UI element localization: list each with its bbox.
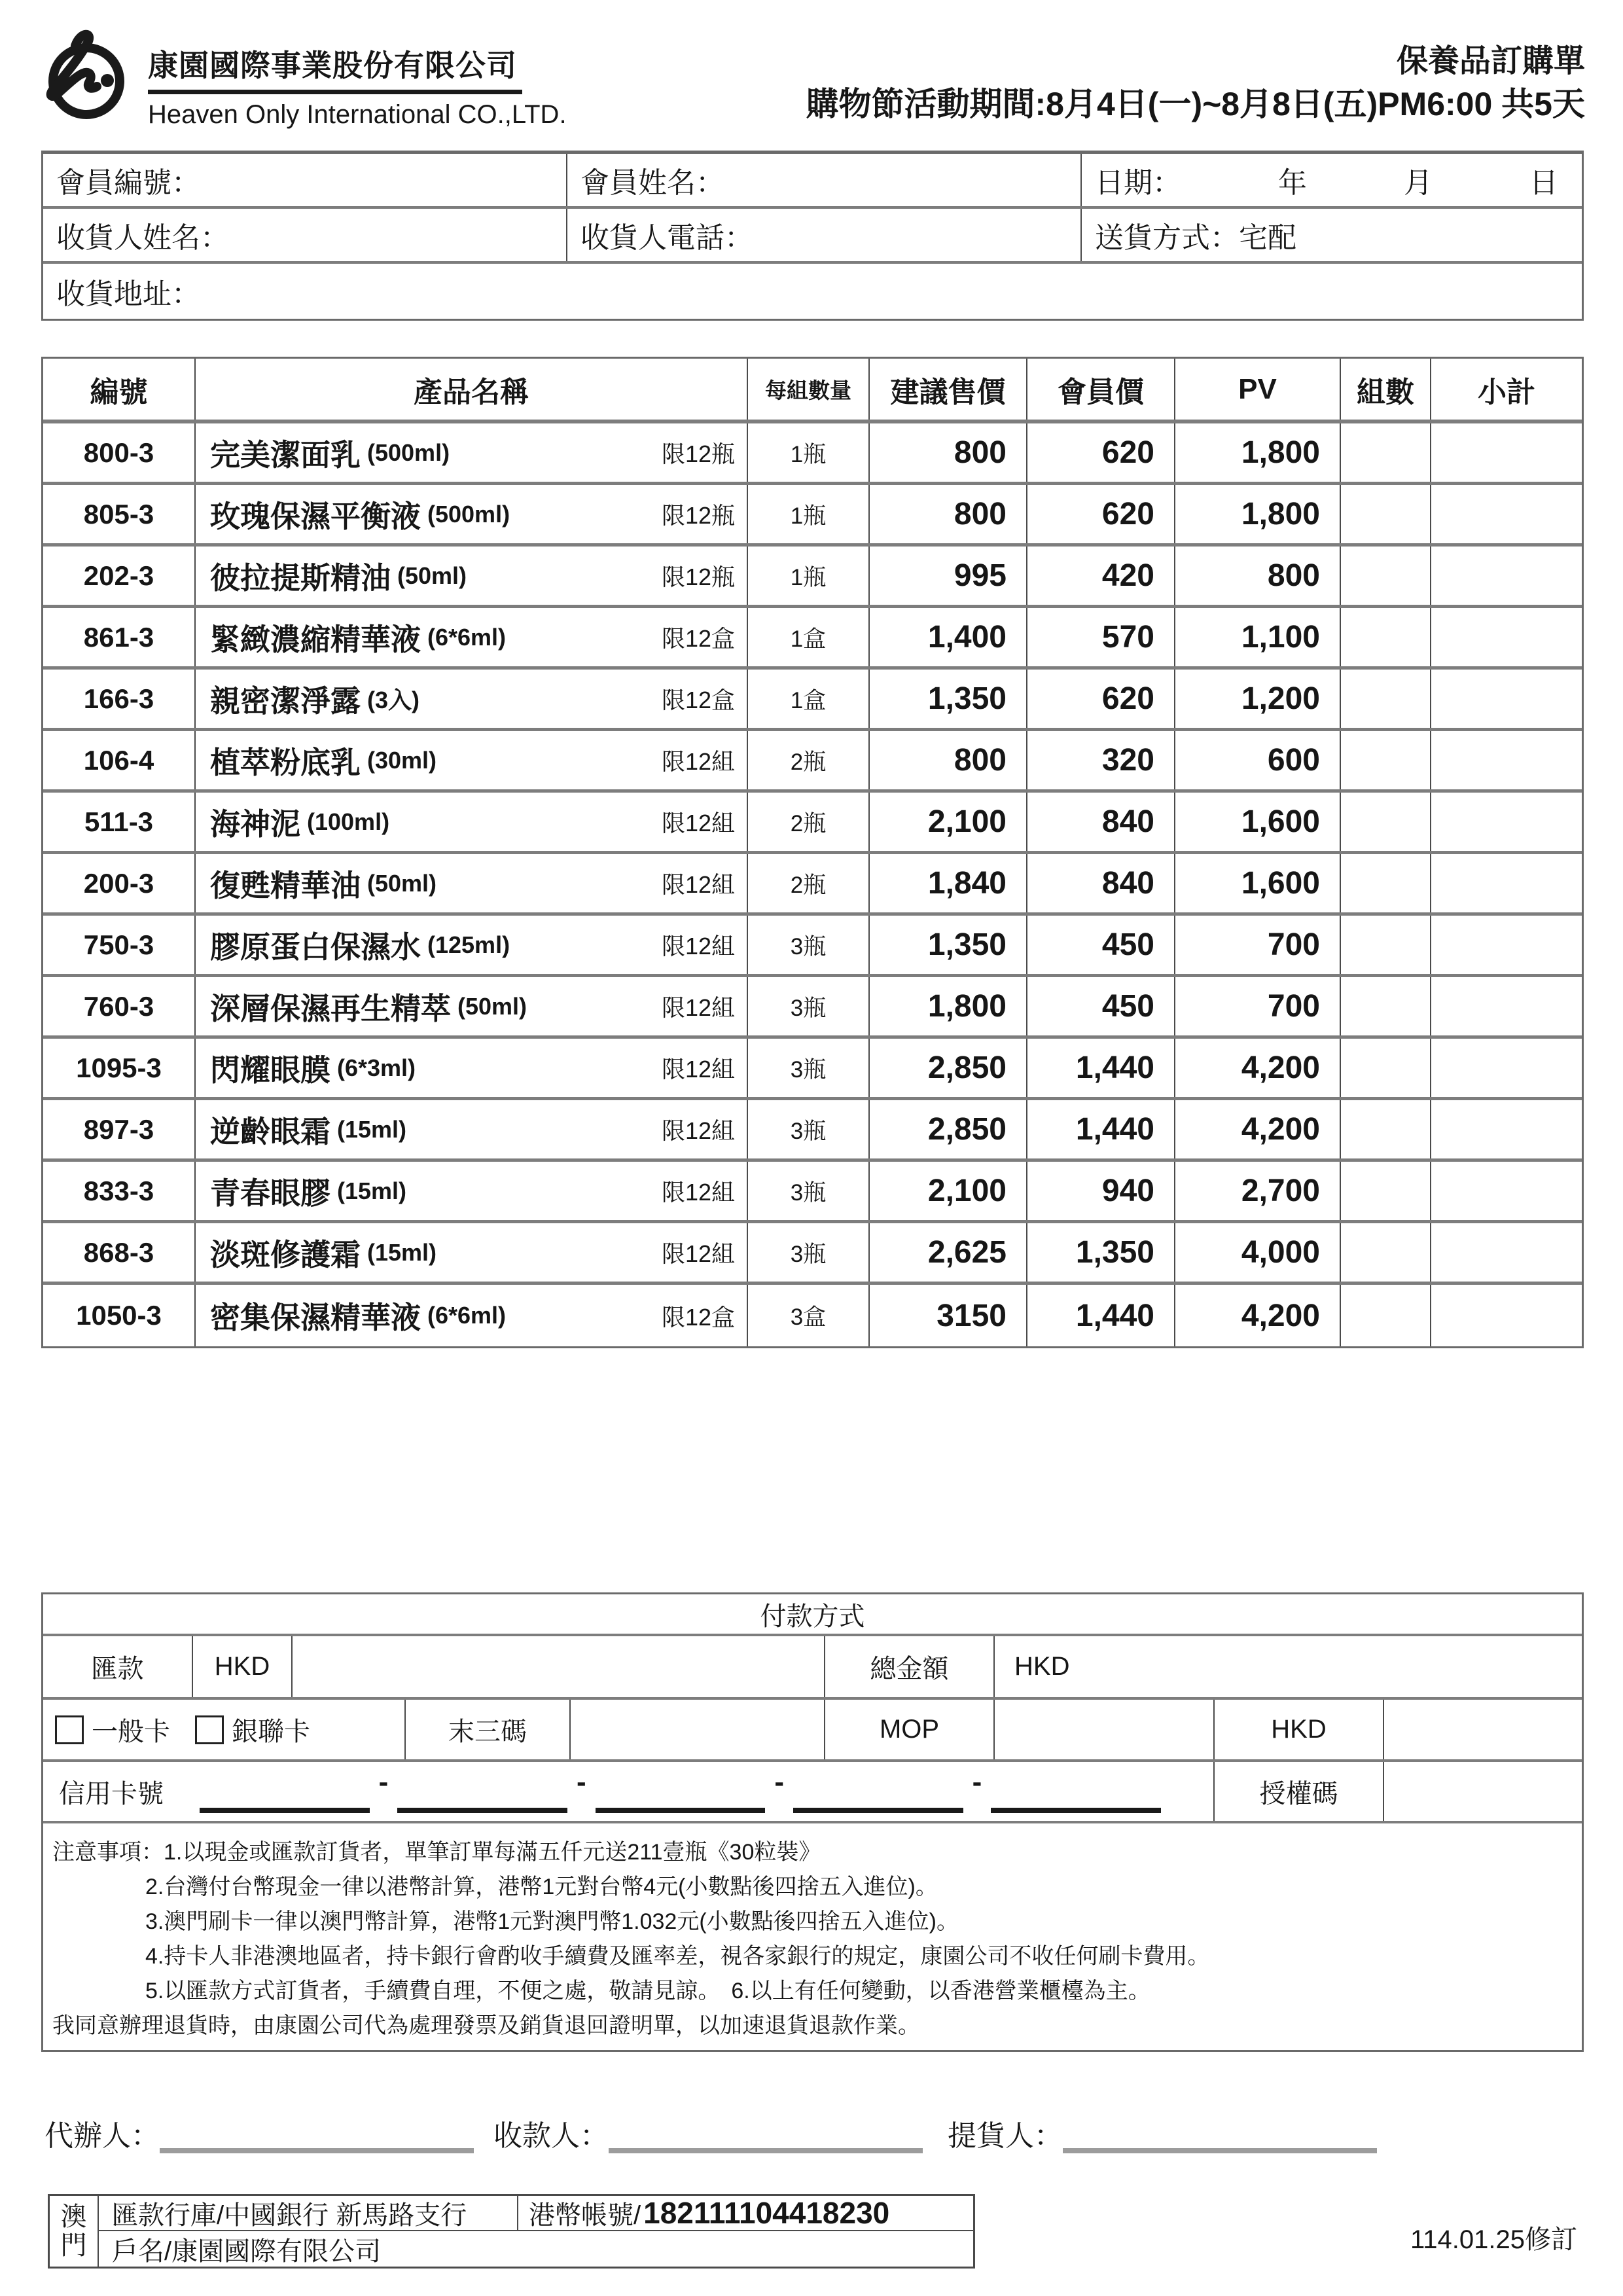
per-set-cell: 3瓶	[748, 1223, 870, 1282]
product-limit: 限12瓶	[661, 564, 735, 590]
product-name: 玫瑰保濕平衡液	[210, 499, 421, 533]
card-number-blanks	[200, 1766, 1161, 1813]
product-name: 逆齡眼霜	[210, 1114, 330, 1149]
table-row	[43, 1223, 1582, 1285]
note-line: 注意事項：1.以現金或匯款訂貨者，單筆訂單每滿五仟元送211壹瓶《30粒裝》	[52, 1840, 821, 1865]
table-row	[43, 1039, 1582, 1100]
pv-cell: 1,800	[1175, 423, 1341, 482]
product-rows	[43, 423, 1582, 1346]
pv-cell: 1,800	[1175, 485, 1341, 543]
product-name-cell	[196, 1223, 748, 1282]
msrp-cell: 1,350	[870, 916, 1027, 974]
table-row	[43, 423, 1582, 485]
member-price-cell: 1,440	[1027, 1100, 1175, 1158]
bank-holder-name: 戶名/康園國際有限公司	[112, 2236, 382, 2266]
promo-line: 購物節活動期間:8月4日(一)~8月8日(五)PM6:00 共5天	[806, 86, 1585, 122]
product-size: (500ml)	[427, 500, 510, 528]
payment-row-remittance	[43, 1636, 1582, 1700]
bank-region-label	[50, 2196, 99, 2267]
msrp-cell: 800	[870, 731, 1027, 789]
msrp-cell: 1,400	[870, 608, 1027, 666]
member-row-1	[43, 154, 1582, 209]
pickup-label: 提貨人：	[948, 2120, 1063, 2152]
card-number-blank-4[interactable]	[793, 1770, 963, 1813]
subtotal-input-cell[interactable]	[1431, 793, 1582, 851]
agent-signature	[45, 2118, 474, 2153]
product-name-cell	[196, 731, 748, 789]
pv-cell: 600	[1175, 731, 1341, 789]
mop-amount-field[interactable]	[995, 1700, 1215, 1759]
msrp-cell: 2,850	[870, 1039, 1027, 1097]
total-currency-label: HKD	[1014, 1652, 1070, 1681]
normal-card-label: 一般卡	[92, 1717, 170, 1746]
per-set-cell: 1瓶	[748, 423, 870, 482]
total-amount-label: 總金額	[825, 1636, 995, 1697]
hkd-label: HKD	[1215, 1700, 1384, 1759]
msrp-cell: 1,350	[870, 670, 1027, 728]
sets-input-cell[interactable]	[1341, 608, 1431, 666]
member-price-cell: 620	[1027, 485, 1175, 543]
subtotal-input-cell[interactable]	[1431, 608, 1582, 666]
receiver-name-label: 收貨人姓名：	[56, 222, 229, 254]
card-number-label: 信用卡號	[59, 1779, 164, 1808]
product-name: 復甦精華油	[210, 868, 361, 903]
pv-cell: 1,200	[1175, 670, 1341, 728]
product-name: 海神泥	[210, 806, 300, 841]
member-price-cell: 420	[1027, 547, 1175, 605]
per-set-cell: 3盒	[748, 1285, 870, 1346]
subtotal-input-cell[interactable]	[1431, 485, 1582, 543]
table-row	[43, 977, 1582, 1039]
note-line: 2.台灣付台幣現金一律以港幣計算，港幣1元對台幣4元(小數點後四捨五入進位)。	[145, 1874, 938, 1899]
product-name-cell	[196, 608, 748, 666]
sets-input-cell[interactable]	[1341, 793, 1431, 851]
card-number-blank-5[interactable]	[991, 1770, 1161, 1813]
member-price-cell: 840	[1027, 854, 1175, 912]
product-size: (125ml)	[427, 931, 510, 958]
col-header-code: 編號	[43, 359, 196, 420]
product-name: 青春眼膠	[210, 1175, 330, 1210]
bank-account-label: 港幣帳號/	[529, 2200, 641, 2230]
product-code-cell: 1095-3	[43, 1039, 196, 1097]
msrp-cell: 1,800	[870, 977, 1027, 1035]
card-number-dash: -	[577, 1766, 586, 1798]
note-line: 5.以匯款方式訂貨者，手續費自理，不便之處，敬請見諒。 6.以上有任何變動，以香港營業櫃檯為主。	[145, 1979, 1150, 2003]
pv-cell: 700	[1175, 977, 1341, 1035]
member-price-cell: 320	[1027, 731, 1175, 789]
product-name-cell	[196, 485, 748, 543]
unionpay-card-checkbox[interactable]	[195, 1715, 224, 1744]
auth-code-field[interactable]	[1384, 1762, 1582, 1821]
card-number-dash: -	[972, 1766, 982, 1798]
product-limit: 限12組	[661, 994, 735, 1021]
member-id-field[interactable]	[43, 154, 567, 206]
product-size: (50ml)	[367, 869, 437, 897]
company-name-en: Heaven Only International CO.,LTD.	[148, 100, 567, 129]
sets-input-cell[interactable]	[1341, 547, 1431, 605]
pv-cell: 4,000	[1175, 1223, 1341, 1282]
product-code-cell: 800-3	[43, 423, 196, 482]
member-price-cell: 570	[1027, 608, 1175, 666]
per-set-cell: 1盒	[748, 608, 870, 666]
member-name-field[interactable]	[567, 154, 1082, 206]
table-row	[43, 793, 1582, 854]
product-limit: 限12盒	[661, 687, 735, 713]
subtotal-input-cell[interactable]	[1431, 731, 1582, 789]
member-name-label: 會員姓名：	[580, 167, 724, 199]
table-row	[43, 1100, 1582, 1162]
msrp-cell: 800	[870, 485, 1027, 543]
member-price-cell: 620	[1027, 670, 1175, 728]
bank-name: 匯款行庫/中國銀行 新馬路支行	[99, 2196, 518, 2231]
product-limit: 限12組	[661, 1240, 735, 1267]
table-row	[43, 731, 1582, 793]
table-row	[43, 1285, 1582, 1346]
note-line: 3.澳門刷卡一律以澳門幣計算，港幣1元對澳門幣1.032元(小數點後四捨五入進位)。	[145, 1909, 959, 1934]
card-number-dash: -	[378, 1766, 389, 1798]
heaven-only-logo-icon	[39, 26, 141, 134]
company-block	[148, 48, 567, 130]
payment-row-card-number	[43, 1762, 1582, 1823]
sets-input-cell[interactable]	[1341, 731, 1431, 789]
product-table-header	[43, 359, 1582, 423]
product-code-cell: 166-3	[43, 670, 196, 728]
remittance-label: 匯款	[43, 1636, 193, 1697]
notes-block	[43, 1823, 1582, 2050]
product-name: 完美潔面乳	[210, 437, 361, 472]
pv-cell: 1,600	[1175, 854, 1341, 912]
product-limit: 限12盒	[661, 625, 735, 652]
member-row-3	[43, 264, 1582, 319]
pv-cell: 4,200	[1175, 1100, 1341, 1158]
product-size: (500ml)	[367, 439, 450, 466]
sets-input-cell[interactable]	[1341, 485, 1431, 543]
product-name: 密集保濕精華液	[210, 1300, 421, 1335]
card-type-field	[43, 1700, 406, 1759]
receiver-phone-label: 收貨人電話：	[580, 222, 753, 254]
card-number-dash: -	[774, 1766, 784, 1798]
msrp-cell: 2,100	[870, 1162, 1027, 1220]
pv-cell: 4,200	[1175, 1039, 1341, 1097]
pickup-signature	[948, 2118, 1377, 2153]
mop-label: MOP	[825, 1700, 995, 1759]
product-limit: 限12組	[661, 871, 735, 898]
normal-card-checkbox[interactable]	[55, 1715, 84, 1744]
subtotal-input-cell[interactable]	[1431, 1285, 1582, 1346]
pv-cell: 4,200	[1175, 1285, 1341, 1346]
table-row	[43, 547, 1582, 608]
form-title: 保養品訂購單	[1396, 44, 1585, 79]
card-number-blank-1[interactable]	[200, 1770, 370, 1813]
col-header-per-set: 每組數量	[748, 359, 870, 420]
payment-section	[41, 1592, 1584, 2052]
payment-row-card-type	[43, 1700, 1582, 1762]
per-set-cell: 1瓶	[748, 485, 870, 543]
address-label: 收貨地址：	[56, 278, 200, 310]
card-number-blank-2[interactable]	[397, 1770, 567, 1813]
product-name-cell	[196, 793, 748, 851]
product-code-cell: 805-3	[43, 485, 196, 543]
pv-cell: 1,100	[1175, 608, 1341, 666]
product-name: 深層保濕再生精萃	[210, 991, 451, 1026]
hkd-amount-field[interactable]	[1384, 1700, 1582, 1759]
product-limit: 限12組	[661, 1056, 735, 1083]
msrp-cell: 995	[870, 547, 1027, 605]
delivery-method-field	[1082, 209, 1582, 261]
table-row	[43, 916, 1582, 977]
product-size: (6*6ml)	[427, 1302, 507, 1329]
product-name-cell	[196, 423, 748, 482]
bank-account-number: 182111104418230	[643, 2196, 890, 2230]
product-size: (15ml)	[367, 1238, 437, 1266]
product-code-cell: 897-3	[43, 1100, 196, 1158]
product-size: (15ml)	[337, 1115, 407, 1143]
bank-region-char-1: 澳	[60, 2202, 87, 2231]
sets-input-cell[interactable]	[1341, 1100, 1431, 1158]
product-size: (100ml)	[307, 808, 390, 835]
total-amount-field[interactable]	[995, 1636, 1582, 1697]
subtotal-input-cell[interactable]	[1431, 423, 1582, 482]
member-price-cell: 840	[1027, 793, 1175, 851]
cvc-field[interactable]	[571, 1700, 825, 1759]
delivery-method-label: 送貨方式：宅配	[1095, 222, 1296, 254]
per-set-cell: 2瓶	[748, 731, 870, 789]
product-name: 淡斑修護霜	[210, 1237, 361, 1272]
product-limit: 限12盒	[661, 1303, 735, 1331]
member-info-table	[41, 151, 1584, 321]
col-header-pv: PV	[1175, 359, 1341, 420]
product-name: 閃耀眼膜	[210, 1052, 330, 1087]
table-row	[43, 670, 1582, 731]
product-name-cell	[196, 1162, 748, 1220]
card-number-blank-3[interactable]	[596, 1770, 766, 1813]
date-label: 日期：	[1095, 167, 1181, 199]
product-code-cell: 750-3	[43, 916, 196, 974]
product-size: (6*3ml)	[337, 1054, 416, 1081]
member-price-cell: 940	[1027, 1162, 1175, 1220]
table-row	[43, 608, 1582, 670]
pv-cell: 2,700	[1175, 1162, 1341, 1220]
card-number-field	[43, 1762, 1215, 1821]
per-set-cell: 3瓶	[748, 1039, 870, 1097]
product-limit: 限12瓶	[661, 440, 735, 467]
product-code-cell: 202-3	[43, 547, 196, 605]
product-limit: 限12組	[661, 748, 735, 775]
payment-section-title: 付款方式	[43, 1594, 1582, 1636]
product-limit: 限12組	[661, 810, 735, 836]
product-name-cell	[196, 1285, 748, 1346]
product-code-cell: 200-3	[43, 854, 196, 912]
product-code-cell: 868-3	[43, 1223, 196, 1282]
subtotal-input-cell[interactable]	[1431, 547, 1582, 605]
col-header-msrp: 建議售價	[870, 359, 1027, 420]
member-id-label: 會員編號：	[56, 167, 200, 199]
product-code-cell: 1050-3	[43, 1285, 196, 1346]
subtotal-input-cell[interactable]	[1431, 1223, 1582, 1282]
sets-input-cell[interactable]	[1341, 1162, 1431, 1220]
product-size: (6*6ml)	[427, 623, 507, 651]
member-price-cell: 1,440	[1027, 1039, 1175, 1097]
receiver-name-field[interactable]	[43, 209, 567, 261]
pickup-signature-line[interactable]	[1063, 2118, 1377, 2153]
member-price-cell: 450	[1027, 977, 1175, 1035]
product-name: 植萃粉底乳	[210, 745, 361, 780]
receiver-phone-field[interactable]	[567, 209, 1082, 261]
company-name-zh: 康園國際事業股份有限公司	[148, 48, 517, 82]
msrp-cell: 2,625	[870, 1223, 1027, 1282]
agent-label: 代辦人：	[45, 2120, 160, 2152]
subtotal-input-cell[interactable]	[1431, 1039, 1582, 1097]
per-set-cell: 2瓶	[748, 793, 870, 851]
sets-input-cell[interactable]	[1341, 977, 1431, 1035]
product-name: 親密潔淨露	[210, 683, 361, 718]
sets-input-cell[interactable]	[1341, 854, 1431, 912]
product-name-cell	[196, 1100, 748, 1158]
col-header-subtotal: 小計	[1478, 376, 1535, 408]
bank-account	[518, 2196, 973, 2231]
sets-input-cell[interactable]	[1341, 1223, 1431, 1282]
sets-input-cell[interactable]	[1341, 423, 1431, 482]
product-table	[41, 357, 1584, 1348]
note-line: 我同意辦理退貨時，由康園公司代為處理發票及銷貨退回證明單，以加速退貨退款作業。	[52, 2013, 920, 2038]
auth-code-label: 授權碼	[1215, 1762, 1384, 1821]
sets-input-cell[interactable]	[1341, 1039, 1431, 1097]
per-set-cell: 3瓶	[748, 916, 870, 974]
agent-signature-line[interactable]	[160, 2118, 474, 2153]
msrp-cell: 3150	[870, 1285, 1027, 1346]
payee-label: 收款人：	[493, 2120, 609, 2152]
product-code-cell: 861-3	[43, 608, 196, 666]
per-set-cell: 3瓶	[748, 1162, 870, 1220]
product-limit: 限12組	[661, 933, 735, 960]
payee-signature-line[interactable]	[609, 2118, 923, 2153]
product-code-cell: 833-3	[43, 1162, 196, 1220]
product-size: (30ml)	[367, 746, 437, 774]
product-name-cell	[196, 547, 748, 605]
product-name-cell	[196, 1039, 748, 1097]
msrp-cell: 800	[870, 423, 1027, 482]
address-field[interactable]	[43, 264, 1582, 319]
product-name: 彼拉提斯精油	[210, 560, 391, 595]
product-name-cell	[196, 670, 748, 728]
member-row-2	[43, 209, 1582, 264]
per-set-cell: 1盒	[748, 670, 870, 728]
product-name-cell	[196, 916, 748, 974]
product-code-cell: 511-3	[43, 793, 196, 851]
pv-cell: 800	[1175, 547, 1341, 605]
col-header-product-name: 產品名稱	[196, 359, 748, 420]
subtotal-input-cell[interactable]	[1431, 854, 1582, 912]
product-code-cell: 760-3	[43, 977, 196, 1035]
subtotal-input-cell[interactable]	[1431, 1162, 1582, 1220]
product-size: (50ml)	[457, 992, 527, 1020]
member-price-cell: 1,440	[1027, 1285, 1175, 1346]
cvc-label: 末三碼	[406, 1700, 571, 1759]
msrp-cell: 2,850	[870, 1100, 1027, 1158]
date-field[interactable]	[1082, 154, 1582, 206]
per-set-cell: 1瓶	[748, 547, 870, 605]
pv-cell: 1,600	[1175, 793, 1341, 851]
remittance-currency-label: HKD	[193, 1636, 293, 1697]
title-block	[806, 43, 1585, 123]
msrp-cell: 1,840	[870, 854, 1027, 912]
product-limit: 限12組	[661, 1179, 735, 1206]
product-limit: 限12瓶	[661, 502, 735, 529]
product-name: 緊緻濃縮精華液	[210, 622, 421, 656]
table-row	[43, 1162, 1582, 1223]
product-name-cell	[196, 854, 748, 912]
sets-input-cell[interactable]	[1341, 1285, 1431, 1346]
col-header-sets: 組數	[1341, 359, 1431, 420]
table-row	[43, 485, 1582, 547]
product-size: (3入)	[367, 687, 419, 713]
subtotal-input-cell[interactable]	[1431, 977, 1582, 1035]
col-header-member-price: 會員價	[1027, 359, 1175, 420]
product-name: 膠原蛋白保濕水	[210, 929, 421, 964]
date-day-label: 日	[1529, 167, 1558, 199]
date-month-label: 月	[1404, 167, 1433, 199]
bank-info-table	[48, 2194, 975, 2269]
per-set-cell: 3瓶	[748, 1100, 870, 1158]
date-year-label: 年	[1278, 167, 1307, 199]
per-set-cell: 2瓶	[748, 854, 870, 912]
bank-region-char-2: 門	[60, 2231, 87, 2260]
pv-cell: 700	[1175, 916, 1341, 974]
sets-input-cell[interactable]	[1341, 670, 1431, 728]
table-row	[43, 854, 1582, 916]
member-price-cell: 1,350	[1027, 1223, 1175, 1282]
msrp-cell: 2,100	[870, 793, 1027, 851]
product-size: (15ml)	[337, 1177, 407, 1204]
unionpay-card-label: 銀聯卡	[232, 1717, 310, 1746]
product-limit: 限12組	[661, 1117, 735, 1144]
company-underline	[148, 90, 522, 94]
payee-signature	[493, 2118, 923, 2153]
product-name-cell	[196, 977, 748, 1035]
member-price-cell: 450	[1027, 916, 1175, 974]
subtotal-input-cell[interactable]	[1431, 916, 1582, 974]
subtotal-input-cell[interactable]	[1431, 1100, 1582, 1158]
per-set-cell: 3瓶	[748, 977, 870, 1035]
sets-input-cell[interactable]	[1341, 916, 1431, 974]
remittance-amount-field[interactable]	[293, 1636, 825, 1697]
note-line: 4.持卡人非港澳地區者，持卡銀行會酌收手續費及匯率差，視各家銀行的規定，康園公司不收任何刷卡費用。	[145, 1944, 1210, 1969]
revision-note: 114.01.25修訂	[1410, 2225, 1577, 2254]
product-code-cell: 106-4	[43, 731, 196, 789]
member-price-cell: 620	[1027, 423, 1175, 482]
product-size: (50ml)	[397, 562, 467, 589]
subtotal-input-cell[interactable]	[1431, 670, 1582, 728]
signature-row	[0, 2118, 1623, 2164]
